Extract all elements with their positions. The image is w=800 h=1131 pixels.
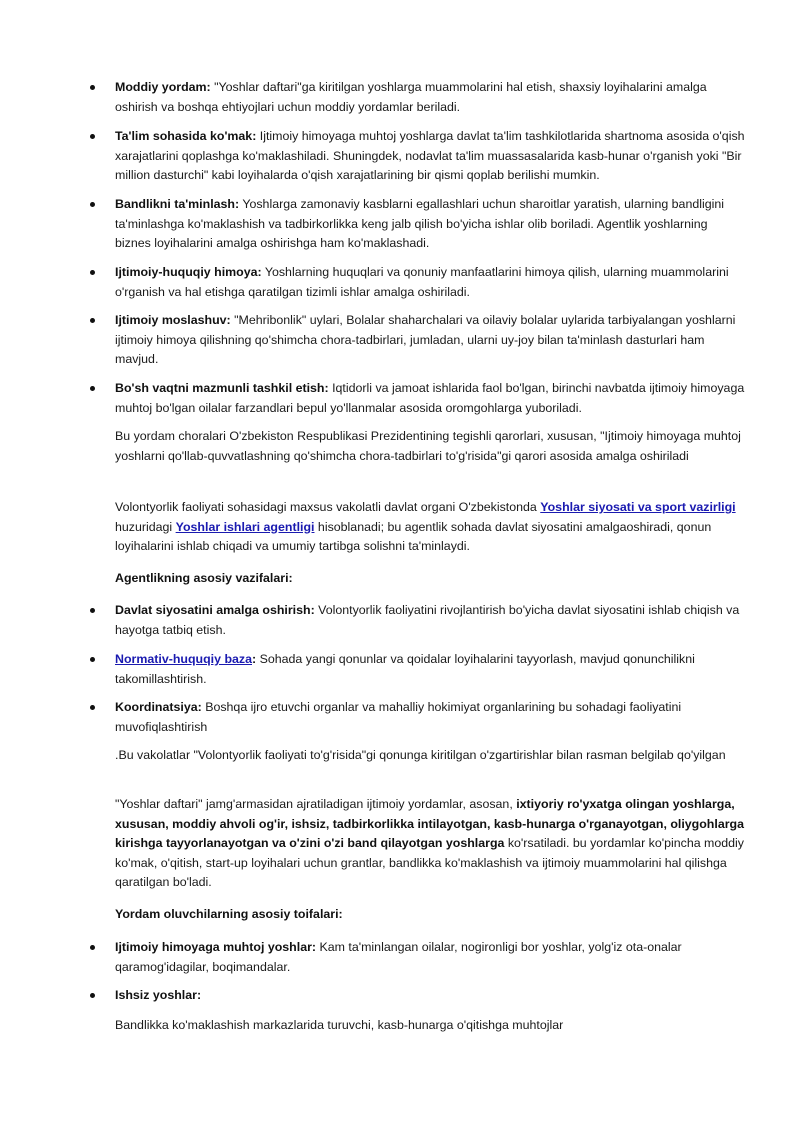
decree-paragraph: Bu yordam choralari O'zbekiston Respublikasi Prezidentining tegishli qarorlari, xususan, "Ijtimoiy himoyaga muhtoj yoshlarni qo'llab-quvvatlashning qo'shimcha chora-tadbirlari to'g'risida"gi qarori asosida amalga oshiriladi bbox=[115, 429, 741, 463]
item-text: Iqtidorli va jamoat ishlarida faol bo'lgan, birinchi navbatda ijtimoiy himoyaga muhtoj bo'lgan oilalar farzandlari bepul yo'llanmalar asosida oromgohlarga yuboriladi. bbox=[115, 381, 745, 415]
item-text: "Mehribonlik" uylari, Bolalar shaharchalari va oilaviy bolalar uylarida tarbiyalangan yoshlarni ijtimoiy himoya qilishning qo'shimcha chora-tadbirlari, jumladan, ularni uy-joy bilan ta'minlash dasturlari ham mavjud. bbox=[115, 313, 736, 366]
last-paragraph: Bandlikka ko'maklashish markazlarida turuvchi, kasb-hunarga o'qitishga muhtojlar bbox=[115, 1018, 564, 1032]
ministry-link[interactable]: Yoshlar siyosati va sport vazirligi bbox=[540, 500, 736, 514]
tasks-heading: Agentlikning asosiy vazifalari: bbox=[115, 571, 293, 585]
list-item bbox=[115, 311, 745, 370]
agency-link[interactable]: Yoshlar ishlari agentligi bbox=[175, 519, 315, 534]
item-text: "Yoshlar daftari"ga kiritilgan yoshlarga muammolarini hal etish, shaxsiy loyihalarini amalga oshirish va boshqa ehtiyojlari uchun moddiy yordamlar beriladi. bbox=[115, 80, 707, 114]
item-text: Yoshlarning huquqlari va qonuniy manfaatlarini himoya qilish, ularning muammolarini o'rganish va hal etishga qaratilgan tizimli ishlar amalga oshiriladi. bbox=[115, 265, 729, 299]
list-item bbox=[115, 78, 745, 117]
list-item bbox=[115, 195, 745, 254]
item-term: Ijtimoiy-huquqiy himoya: bbox=[115, 265, 262, 279]
agency-paragraph: Volontyorlik faoliyati sohasidagi maxsus vakolatli davlat organi O'zbekistonda Yoshlar siyosati va sport vazirligi huzuridagi Yoshlar ishlari agentligi hisoblanadi; bu agentlik sohada davlat siyosatini amalgaoshiradi, qonun loyihalarini ishlab chiqadi va umumiy tartibga solishni ta'minlaydi. bbox=[115, 500, 736, 553]
list-item bbox=[115, 263, 745, 302]
item-text: Yoshlarga zamonaviy kasblarni egallashlari uchun sharoitlar yaratish, ularning bandligini ta'minlashga ko'maklashish va tadbirkorlikka keng jalb qilish bo'yicha ishlar olib boriladi. Agentlik yoshlarning biznes loyihalarini amalga oshirishga ham ko'maklashadi. bbox=[115, 197, 725, 250]
item-text: Ijtimoiy himoyaga muhtoj yoshlarga davlat ta'lim tashkilotlarida shartnoma asosida o'qish xarajatlarini qoplashga ko'maklashiladi. Shuningdek, nodavlat ta'lim muassasalarida kasb-hunar o'rganish yoki "Bir million dasturchi" kabi loyihalarda o'qish xarajatlarining bir qismi qoplab berilishi mumkin. bbox=[115, 129, 745, 182]
item-term: Ijtimoiy moslashuv: bbox=[115, 313, 231, 327]
list-item: Ishsiz yoshlar: bbox=[115, 986, 745, 1006]
law-paragraph: .Bu vakolatlar "Volontyorlik faoliyati to'g'risida"gi qonunga kiritilgan o'zgartirishlar bilan rasman belgilab qo'yilgan bbox=[115, 748, 726, 762]
item-term: Bo'sh vaqtni mazmunli tashkil etish: bbox=[115, 381, 329, 395]
groups-heading: Yordam oluvchilarning asosiy toifalari: bbox=[115, 907, 343, 921]
item-term: Ta'lim sohasida ko'mak: bbox=[115, 129, 257, 143]
list-item bbox=[115, 127, 745, 186]
list-item: Koordinatsiya: Boshqa ijro etuvchi organlar va mahalliy hokimiyat organlarining bu sohadagi faoliyatini muvofiqlashtirish bbox=[115, 698, 745, 737]
item-term: Bandlikni ta'minlash: bbox=[115, 197, 240, 211]
list-item: Davlat siyosatini amalga oshirish: Volontyorlik faoliyatini rivojlantirish bo'yicha davlat siyosatini ishlab chiqish va hayotga tatbiq etish. bbox=[115, 601, 745, 640]
item-term: Moddiy yordam: bbox=[115, 80, 211, 94]
list-item: Ijtimoiy himoyaga muhtoj yoshlar: Kam ta'minlangan oilalar, nogironligi bor yoshlar, yolg'iz ota-onalar qaramog'idagilar, boqimandalar. bbox=[115, 938, 745, 977]
fund-paragraph: "Yoshlar daftari" jamg'armasidan ajratiladigan ijtimoiy yordamlar, asosan, ixtiyoriy ro'yxatga olingan yoshlarga, xususan, moddiy ahvoli og'ir, ishsiz, tadbirkorlikka intilayotgan, kasb-hunarga o'rganayotgan, oliygohlarga kirishga tayyorlanayotgan va o'zini o'zi band qilayotgan yoshlarga ko'rsatiladi. bu yordamlar ko'pincha moddiy ko'mak, o'qitish, start-up loyihalari uchun grantlar, bandlikka ko'maklashish va ijtimoiy muammolarini hal qilishga qaratilgan bo'ladi. bbox=[115, 797, 744, 889]
list-item: Normativ-huquqiy baza: Sohada yangi qonunlar va qoidalar loyihalarini tayyorlash, mavjud qonunchilikni takomillashtirish. bbox=[115, 650, 745, 689]
normative-base-link[interactable]: Normativ-huquqiy baza bbox=[115, 652, 252, 666]
list-item bbox=[115, 379, 745, 418]
